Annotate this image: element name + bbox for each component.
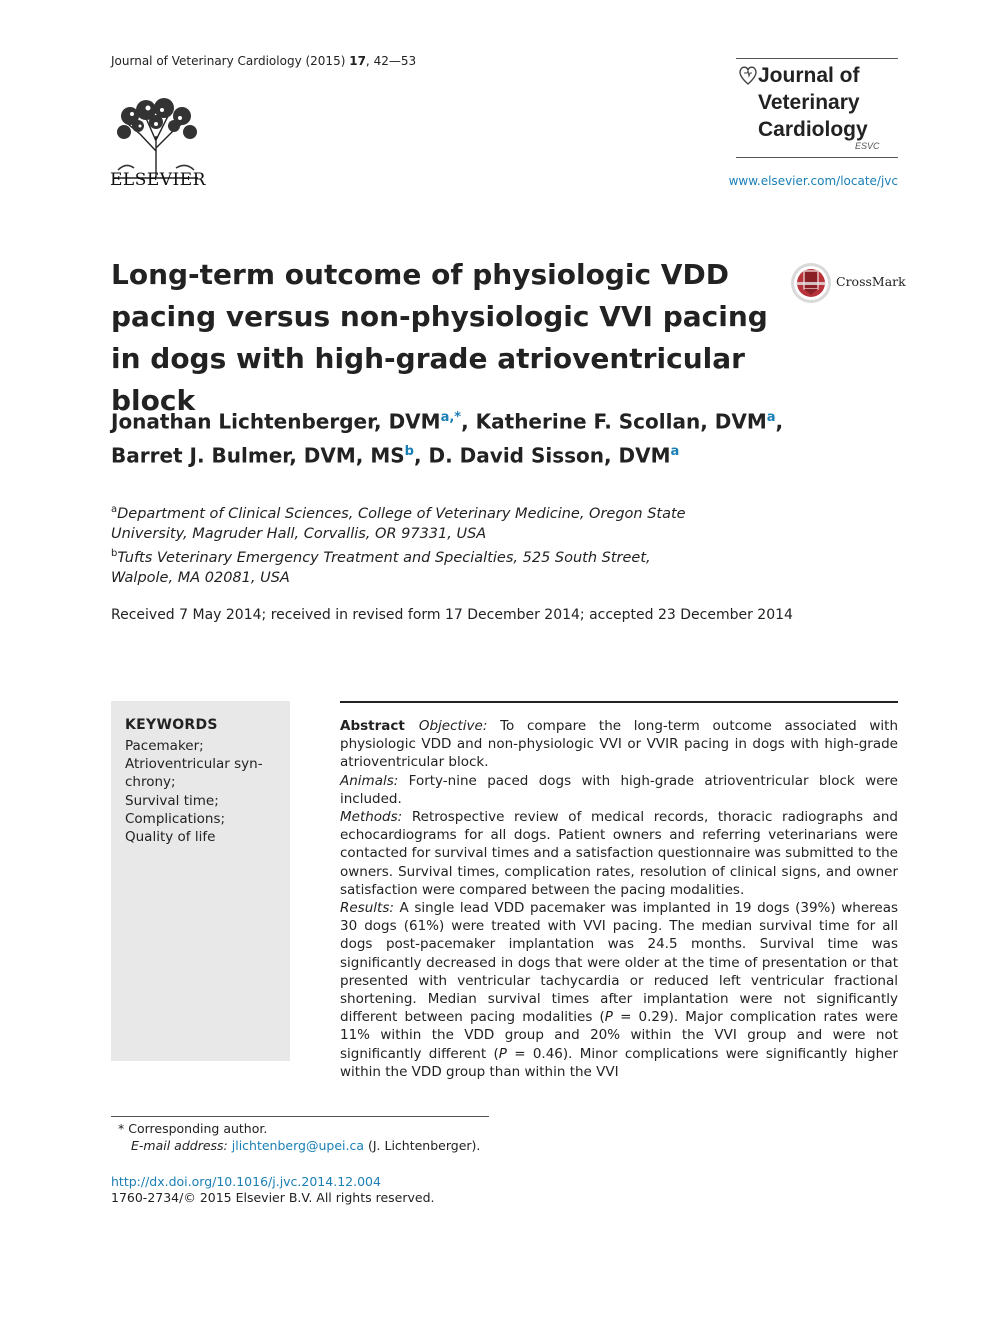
affiliation-item-continued: University, Magruder Hall, Corvallis, OR 97331, USA: [111, 525, 487, 542]
author-email-line: E-mail address: jlichtenberg@upei.ca (J. Lichtenberger).: [131, 1138, 481, 1153]
received-dates: Received 7 May 2014; received in revised form 17 December 2014; accepted 23 December 2014: [111, 607, 793, 623]
abstract-heading: Abstract: [340, 718, 405, 734]
footnote-divider: [111, 1116, 489, 1117]
affiliations: [111, 500, 751, 588]
keyword-item: Pacemaker;: [125, 738, 204, 754]
affiliation-item: $^b$Tufts Veterinary Emergency Treatment and Specialties, 525 South Street,: [111, 547, 651, 566]
author-name: Katherine F. Scollan, DVM: [475, 409, 767, 434]
abstract-animals: Animals: Forty-nine paced dogs with high-grade atrioventricular block were included.: [340, 772, 898, 807]
author-name: D. David Sisson, DVM: [428, 443, 671, 468]
keyword-item: chrony;: [125, 774, 176, 791]
keyword-item: Complications;: [125, 810, 226, 827]
journal-citation: Journal of Veterinary Cardiology (2015) 17, 42—53: [111, 54, 417, 68]
author-name: Barret J. Bulmer, DVM, MS: [111, 443, 405, 468]
author-list: Jonathan Lichtenberger, $DVM^{a,*}$, Katherine F. Scollan, DVM$^a$, Barret J. Bulmer, DVM, $MS^b$, D. David Sisson, DVM$^a$: [111, 409, 784, 468]
abstract-results: Results: A single lead VDD pacemaker was implanted in 19 dogs (39%) whereas 30 dogs (61%) were treated with VVI pacing. The median survival time for all dogs post-pacemaker implantation was 24.5 months. Survival time was significantly decreased in dogs that were older at the time of presentation or that presented with ventricular tachycardia or reduced left ventricular fractional shortening. Median survival times after implantation were not significantly different between pacing modalities (P = 0.29). Major complication rates were 11% within the VDD group and 20% within the VVI group and were not significantly different (P = 0.46). Minor complications were significantly higher within the VDD group than within the VVI: [340, 900, 898, 1080]
keywords-title: KEYWORDS: [125, 717, 218, 733]
keywords-list: [125, 737, 275, 846]
corresponding-author-note: * Corresponding author.: [118, 1121, 268, 1136]
crossmark-label[interactable]: CrossMark: [836, 274, 906, 289]
doi-link[interactable]: http://dx.doi.org/10.1016/j.jvc.2014.12.004: [111, 1174, 381, 1189]
author-affiliation-mark[interactable]: a: [670, 443, 680, 459]
keyword-item: Survival time;: [125, 792, 219, 809]
keyword-item: Quality of life: [125, 829, 216, 846]
journal-homepage-link[interactable]: www.elsevier.com/locate/jvc: [728, 174, 898, 188]
affiliation-item: $^a$Department of Clinical Sciences, College of Veterinary Medicine, Oregon State: [111, 504, 686, 522]
abstract-objective: Abstract Objective: To compare the long-term outcome associated with physiologic VDD and non-physiologic VVI or VVIR pacing in dogs with high-grade atrioventricular block.: [340, 718, 898, 771]
crossmark-icon[interactable]: [790, 262, 832, 304]
author-affiliation-mark[interactable]: a,*: [440, 410, 462, 425]
author-affiliation-mark[interactable]: a: [766, 410, 776, 425]
publisher-name: ELSEVIER: [110, 170, 206, 190]
keyword-item: Atrioventricular syn-: [125, 756, 263, 773]
author-affiliation-mark[interactable]: b: [404, 443, 414, 459]
journal-logo: Journal of Veterinary Cardiology: [758, 64, 868, 141]
abstract: [340, 717, 898, 1081]
heart-icon: [738, 64, 758, 86]
author-name: Jonathan Lichtenberger, DVM: [111, 409, 441, 434]
journal-logo-subtitle: ESVC: [855, 141, 880, 151]
abstract-divider: [340, 701, 898, 703]
author-email-link[interactable]: jlichtenberg@upei.ca: [231, 1138, 364, 1153]
copyright-line: 1760-2734/© 2015 Elsevier B.V. All rights reserved.: [111, 1190, 435, 1205]
affiliation-item-continued: Walpole, MA 02081, USA: [111, 569, 290, 586]
abstract-methods: Methods: Retrospective review of medical records, thoracic radiographs and echocardiograms for all dogs. Patient owners and referring veterinarians were contacted for survival times and a satisfaction questionnaire was submitted to the owners. Survival times, complication rates, resolution of clinical signs, and owner satisfaction were compared between the pacing modalities.: [340, 809, 898, 898]
article-title: Long-term outcome of physiologic VDD pacing versus non-physiologic VVI pacing in dogs with high-grade atrioventricular block: [111, 258, 768, 417]
